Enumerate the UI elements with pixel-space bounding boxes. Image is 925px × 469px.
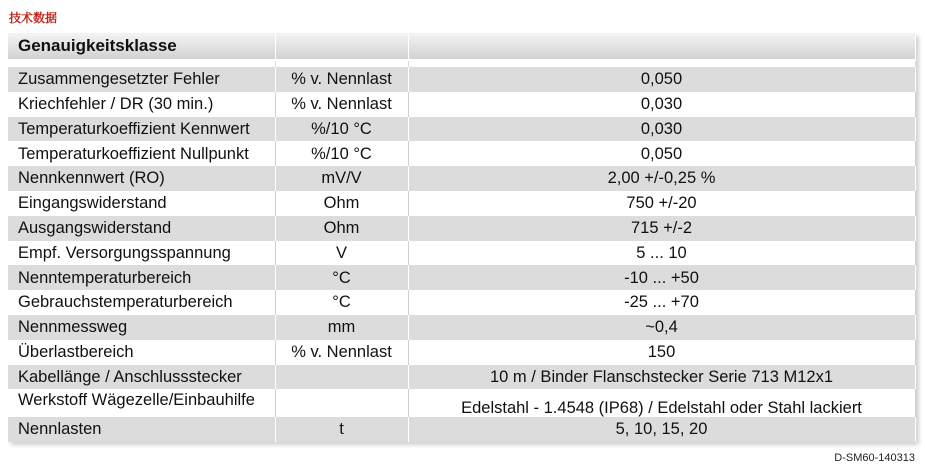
table-row [8, 417, 915, 442]
spec-value: Edelstahl - 1.4548 (IP68) / Edelstahl oder Stahl lackiert [408, 389, 915, 417]
spec-value: 750 +/-20 [408, 191, 915, 216]
table-row [8, 340, 915, 365]
spec-value: -25 ... +70 [408, 290, 915, 315]
spec-name: Nennmessweg [8, 315, 275, 340]
spec-value: 5, 10, 15, 20 [408, 417, 915, 442]
table-row [8, 216, 915, 241]
table-row [8, 166, 915, 191]
page-heading: 技术数据 [9, 11, 58, 25]
spec-name: Nennkennwert (RO) [8, 166, 275, 191]
spec-value: 5 ... 10 [408, 241, 915, 266]
spec-unit: Ohm [275, 191, 408, 216]
spec-value: 2,00 +/-0,25 % [408, 166, 915, 191]
spec-name: Ausgangswiderstand [8, 216, 275, 241]
spec-unit: %/10 °C [275, 141, 408, 166]
spec-name: Werkstoff Wägezelle/Einbauhilfe [8, 389, 275, 417]
spec-unit: mV/V [275, 166, 408, 191]
spec-value: 0,030 [408, 117, 915, 142]
table-header-title: Genauigkeitsklasse [8, 33, 275, 60]
spec-unit [275, 365, 408, 390]
table-header-row [8, 33, 915, 60]
spec-name: Eingangswiderstand [8, 191, 275, 216]
table-row [8, 117, 915, 142]
spec-unit: V [275, 241, 408, 266]
table-row [8, 191, 915, 216]
spec-name: Überlastbereich [8, 340, 275, 365]
table-row [8, 92, 915, 117]
table-row [8, 365, 915, 390]
spec-unit: % v. Nennlast [275, 92, 408, 117]
spec-value: 10 m / Binder Flanschstecker Serie 713 M12x1 [408, 365, 915, 390]
spec-name: Nennlasten [8, 417, 275, 442]
spec-unit: Ohm [275, 216, 408, 241]
spec-value: 0,050 [408, 67, 915, 92]
spec-name: Kabellänge / Anschlussstecker [8, 365, 275, 390]
table-row [8, 389, 915, 417]
table-header-value [408, 33, 915, 60]
spec-unit: %/10 °C [275, 117, 408, 142]
table-row [8, 141, 915, 166]
spec-unit: t [275, 417, 408, 442]
spec-name: Empf. Versorgungsspannung [8, 241, 275, 266]
table-row [8, 67, 915, 92]
table-row [8, 265, 915, 290]
spec-unit: % v. Nennlast [275, 340, 408, 365]
table-row [8, 315, 915, 340]
document-code: D-SM60-140313 [834, 452, 915, 464]
spec-value: 0,050 [408, 141, 915, 166]
spec-value: 0,030 [408, 92, 915, 117]
spec-name: Zusammengesetzter Fehler [8, 67, 275, 92]
spec-unit: % v. Nennlast [275, 67, 408, 92]
spacer-row [8, 60, 915, 67]
spec-value: ~0,4 [408, 315, 915, 340]
spec-value: 715 +/-2 [408, 216, 915, 241]
spec-name: Kriechfehler / DR (30 min.) [8, 92, 275, 117]
spec-value: 150 [408, 340, 915, 365]
table-row [8, 290, 915, 315]
spec-table [8, 33, 916, 442]
spec-name: Temperaturkoeffizient Nullpunkt [8, 141, 275, 166]
table-row [8, 241, 915, 266]
table-header-unit [275, 33, 408, 60]
spec-unit: °C [275, 290, 408, 315]
spec-name: Nenntemperaturbereich [8, 265, 275, 290]
spec-name: Gebrauchstemperaturbereich [8, 290, 275, 315]
spec-name: Temperaturkoeffizient Kennwert [8, 117, 275, 142]
spec-unit: mm [275, 315, 408, 340]
spec-unit: °C [275, 265, 408, 290]
spec-unit [275, 389, 408, 417]
spec-value: -10 ... +50 [408, 265, 915, 290]
